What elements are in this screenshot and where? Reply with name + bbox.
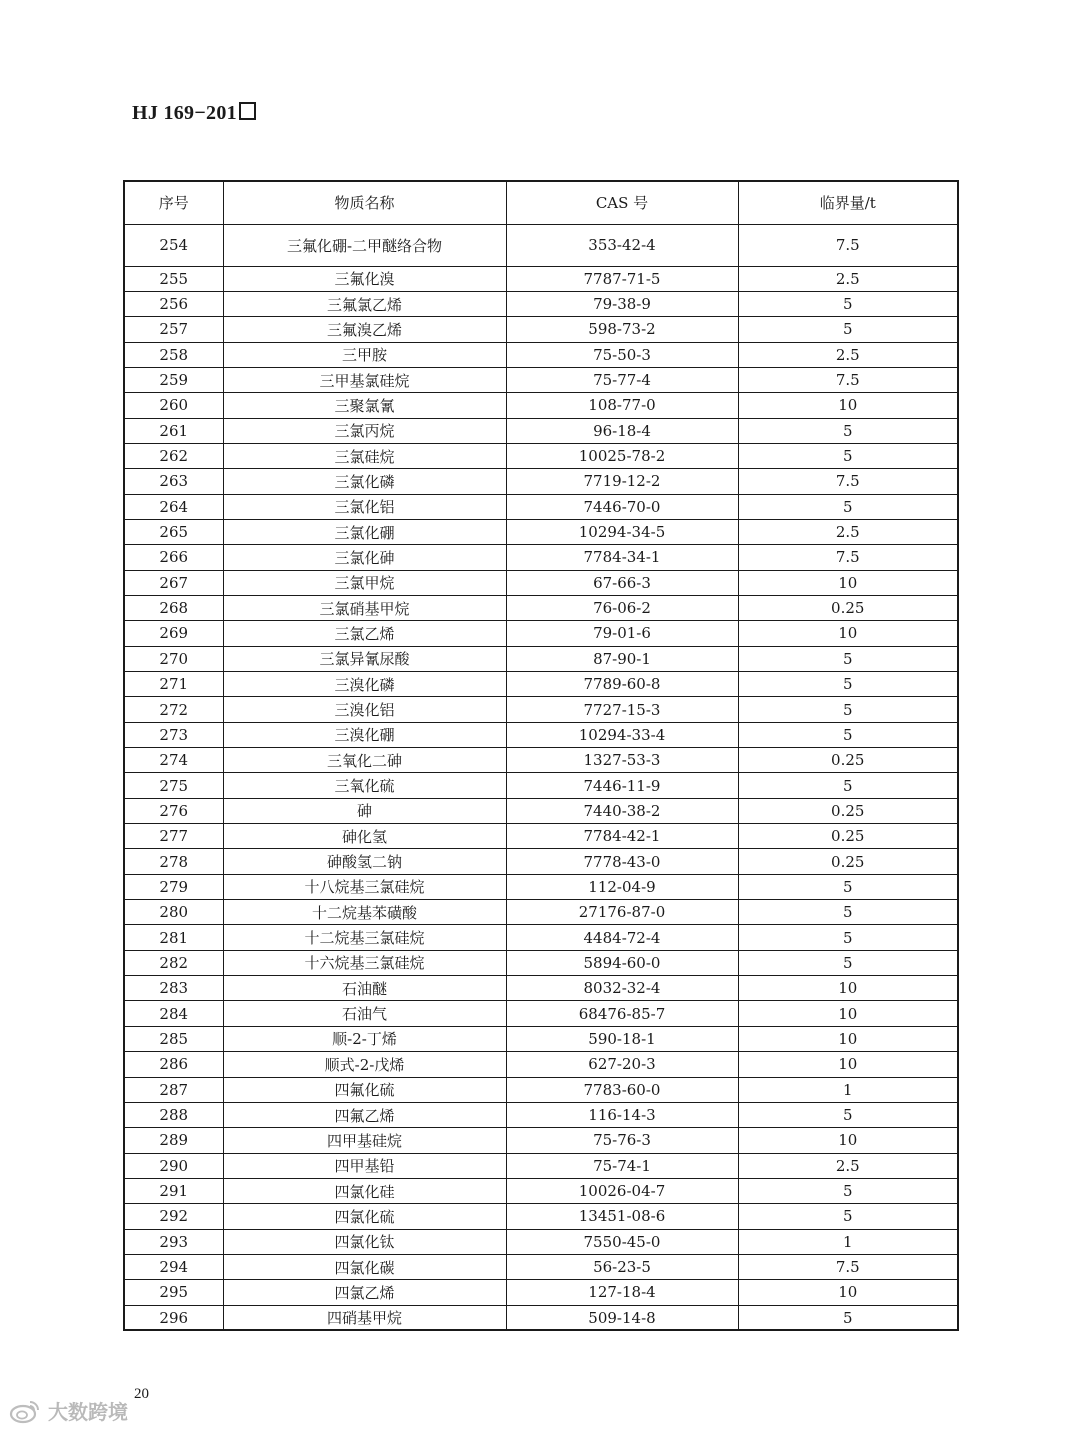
watermark-text: 大数跨境 bbox=[48, 1400, 128, 1424]
cell-substance-name: 三氯化砷 bbox=[223, 545, 506, 570]
cell-substance-name: 四氯化碳 bbox=[223, 1254, 506, 1279]
cell-threshold-quantity: 5 bbox=[738, 950, 958, 975]
cell-number: 280 bbox=[124, 900, 223, 925]
cell-cas-number: 627-20-3 bbox=[506, 1052, 738, 1077]
cell-threshold-quantity: 2.5 bbox=[738, 266, 958, 291]
table-row bbox=[124, 1254, 958, 1279]
cell-number: 290 bbox=[124, 1153, 223, 1178]
cell-number: 293 bbox=[124, 1229, 223, 1254]
cell-number: 278 bbox=[124, 849, 223, 874]
cell-substance-name: 四氟乙烯 bbox=[223, 1102, 506, 1127]
cell-number: 277 bbox=[124, 824, 223, 849]
cell-threshold-quantity: 0.25 bbox=[738, 798, 958, 823]
table-row bbox=[124, 266, 958, 291]
cell-substance-name: 三氯硝基甲烷 bbox=[223, 595, 506, 620]
cell-number: 289 bbox=[124, 1128, 223, 1153]
cell-cas-number: 7446-70-0 bbox=[506, 494, 738, 519]
cell-threshold-quantity: 0.25 bbox=[738, 824, 958, 849]
placeholder-box-icon bbox=[239, 102, 256, 120]
cell-cas-number: 7789-60-8 bbox=[506, 672, 738, 697]
table-row bbox=[124, 748, 958, 773]
cell-cas-number: 56-23-5 bbox=[506, 1254, 738, 1279]
cell-cas-number: 76-06-2 bbox=[506, 595, 738, 620]
cell-substance-name: 砷化氢 bbox=[223, 824, 506, 849]
cell-cas-number: 75-74-1 bbox=[506, 1153, 738, 1178]
cell-cas-number: 353-42-4 bbox=[506, 224, 738, 266]
document-code-text: HJ 169−201 bbox=[132, 102, 237, 124]
cell-number: 272 bbox=[124, 697, 223, 722]
cell-cas-number: 7727-15-3 bbox=[506, 697, 738, 722]
table-row bbox=[124, 1229, 958, 1254]
table-row bbox=[124, 621, 958, 646]
column-header-cas: CAS 号 bbox=[506, 181, 738, 224]
cell-substance-name: 四氯乙烯 bbox=[223, 1280, 506, 1305]
column-header-number: 序号 bbox=[124, 181, 223, 224]
cell-cas-number: 5894-60-0 bbox=[506, 950, 738, 975]
cell-cas-number: 7446-11-9 bbox=[506, 773, 738, 798]
cell-number: 257 bbox=[124, 317, 223, 342]
table-row bbox=[124, 1102, 958, 1127]
table-row bbox=[124, 824, 958, 849]
table-row bbox=[124, 443, 958, 468]
cell-number: 292 bbox=[124, 1204, 223, 1229]
cell-cas-number: 509-14-8 bbox=[506, 1305, 738, 1330]
cell-number: 256 bbox=[124, 291, 223, 316]
cell-cas-number: 10294-34-5 bbox=[506, 519, 738, 544]
cell-number: 286 bbox=[124, 1052, 223, 1077]
cell-substance-name: 三氟化溴 bbox=[223, 266, 506, 291]
cell-substance-name: 四甲基硅烷 bbox=[223, 1128, 506, 1153]
table-row bbox=[124, 317, 958, 342]
cell-substance-name: 四氯化硅 bbox=[223, 1178, 506, 1203]
cell-cas-number: 112-04-9 bbox=[506, 874, 738, 899]
cell-number: 262 bbox=[124, 443, 223, 468]
cell-threshold-quantity: 5 bbox=[738, 494, 958, 519]
cell-substance-name: 四氯化硫 bbox=[223, 1204, 506, 1229]
cell-threshold-quantity: 5 bbox=[738, 1204, 958, 1229]
cell-substance-name: 三氯异氰尿酸 bbox=[223, 646, 506, 671]
cell-cas-number: 8032-32-4 bbox=[506, 976, 738, 1001]
cell-threshold-quantity: 7.5 bbox=[738, 1254, 958, 1279]
table-row bbox=[124, 545, 958, 570]
cell-substance-name: 四氟化硫 bbox=[223, 1077, 506, 1102]
cell-substance-name: 十二烷基三氯硅烷 bbox=[223, 925, 506, 950]
table-row bbox=[124, 697, 958, 722]
cell-threshold-quantity: 0.25 bbox=[738, 849, 958, 874]
table-row bbox=[124, 519, 958, 544]
cell-number: 259 bbox=[124, 367, 223, 392]
cell-number: 268 bbox=[124, 595, 223, 620]
cell-cas-number: 75-76-3 bbox=[506, 1128, 738, 1153]
cell-threshold-quantity: 10 bbox=[738, 621, 958, 646]
table-row bbox=[124, 1305, 958, 1330]
cell-cas-number: 13451-08-6 bbox=[506, 1204, 738, 1229]
table-row bbox=[124, 367, 958, 392]
cell-substance-name: 三氟化硼-二甲醚络合物 bbox=[223, 224, 506, 266]
cell-number: 275 bbox=[124, 773, 223, 798]
cell-substance-name: 四氯化钛 bbox=[223, 1229, 506, 1254]
cell-threshold-quantity: 5 bbox=[738, 722, 958, 747]
cell-number: 271 bbox=[124, 672, 223, 697]
table-row bbox=[124, 1026, 958, 1051]
cell-substance-name: 三氯化铝 bbox=[223, 494, 506, 519]
cell-cas-number: 10294-33-4 bbox=[506, 722, 738, 747]
cell-cas-number: 7783-60-0 bbox=[506, 1077, 738, 1102]
cell-number: 273 bbox=[124, 722, 223, 747]
cell-threshold-quantity: 5 bbox=[738, 925, 958, 950]
column-header-substance-name: 物质名称 bbox=[223, 181, 506, 224]
cell-threshold-quantity: 2.5 bbox=[738, 1153, 958, 1178]
cell-cas-number: 75-50-3 bbox=[506, 342, 738, 367]
cell-substance-name: 三溴化铝 bbox=[223, 697, 506, 722]
table-row bbox=[124, 393, 958, 418]
cell-number: 287 bbox=[124, 1077, 223, 1102]
cell-substance-name: 三氯化磷 bbox=[223, 469, 506, 494]
cell-cas-number: 7778-43-0 bbox=[506, 849, 738, 874]
cell-number: 264 bbox=[124, 494, 223, 519]
cell-number: 284 bbox=[124, 1001, 223, 1026]
cell-threshold-quantity: 10 bbox=[738, 1052, 958, 1077]
cell-number: 276 bbox=[124, 798, 223, 823]
table-row bbox=[124, 798, 958, 823]
cell-number: 266 bbox=[124, 545, 223, 570]
cell-number: 265 bbox=[124, 519, 223, 544]
table-row bbox=[124, 1178, 958, 1203]
table-row bbox=[124, 1128, 958, 1153]
table-row bbox=[124, 900, 958, 925]
cell-threshold-quantity: 10 bbox=[738, 1026, 958, 1051]
watermark bbox=[8, 1396, 128, 1425]
page-number: 20 bbox=[134, 1386, 149, 1402]
cell-cas-number: 7440-38-2 bbox=[506, 798, 738, 823]
weibo-logo-icon bbox=[8, 1398, 42, 1424]
table-row bbox=[124, 570, 958, 595]
cell-cas-number: 79-38-9 bbox=[506, 291, 738, 316]
cell-number: 269 bbox=[124, 621, 223, 646]
table-row bbox=[124, 469, 958, 494]
cell-substance-name: 石油醚 bbox=[223, 976, 506, 1001]
cell-substance-name: 三氯硅烷 bbox=[223, 443, 506, 468]
cell-number: 279 bbox=[124, 874, 223, 899]
cell-number: 295 bbox=[124, 1280, 223, 1305]
cell-cas-number: 87-90-1 bbox=[506, 646, 738, 671]
table-row bbox=[124, 976, 958, 1001]
cell-threshold-quantity: 0.25 bbox=[738, 595, 958, 620]
cell-substance-name: 砷 bbox=[223, 798, 506, 823]
cell-threshold-quantity: 10 bbox=[738, 1001, 958, 1026]
cell-threshold-quantity: 10 bbox=[738, 570, 958, 595]
cell-cas-number: 7787-71-5 bbox=[506, 266, 738, 291]
cell-substance-name: 石油气 bbox=[223, 1001, 506, 1026]
table-row bbox=[124, 849, 958, 874]
cell-threshold-quantity: 7.5 bbox=[738, 545, 958, 570]
cell-substance-name: 三氯乙烯 bbox=[223, 621, 506, 646]
cell-cas-number: 127-18-4 bbox=[506, 1280, 738, 1305]
cell-substance-name: 十八烷基三氯硅烷 bbox=[223, 874, 506, 899]
cell-cas-number: 4484-72-4 bbox=[506, 925, 738, 950]
cell-cas-number: 7784-34-1 bbox=[506, 545, 738, 570]
cell-threshold-quantity: 5 bbox=[738, 1178, 958, 1203]
cell-cas-number: 27176-87-0 bbox=[506, 900, 738, 925]
cell-cas-number: 75-77-4 bbox=[506, 367, 738, 392]
table-row bbox=[124, 672, 958, 697]
table-row bbox=[124, 342, 958, 367]
cell-cas-number: 10026-04-7 bbox=[506, 1178, 738, 1203]
cell-cas-number: 116-14-3 bbox=[506, 1102, 738, 1127]
cell-substance-name: 三氯甲烷 bbox=[223, 570, 506, 595]
cell-cas-number: 590-18-1 bbox=[506, 1026, 738, 1051]
cell-substance-name: 三聚氯氰 bbox=[223, 393, 506, 418]
cell-threshold-quantity: 5 bbox=[738, 773, 958, 798]
cell-substance-name: 三甲胺 bbox=[223, 342, 506, 367]
cell-substance-name: 三氯化硼 bbox=[223, 519, 506, 544]
cell-substance-name: 三氯丙烷 bbox=[223, 418, 506, 443]
cell-threshold-quantity: 1 bbox=[738, 1229, 958, 1254]
cell-cas-number: 1327-53-3 bbox=[506, 748, 738, 773]
table-row bbox=[124, 950, 958, 975]
cell-threshold-quantity: 10 bbox=[738, 393, 958, 418]
cell-number: 258 bbox=[124, 342, 223, 367]
document-code bbox=[132, 102, 256, 125]
cell-substance-name: 十二烷基苯磺酸 bbox=[223, 900, 506, 925]
cell-number: 282 bbox=[124, 950, 223, 975]
cell-number: 294 bbox=[124, 1254, 223, 1279]
cell-number: 288 bbox=[124, 1102, 223, 1127]
cell-number: 260 bbox=[124, 393, 223, 418]
table-row bbox=[124, 1052, 958, 1077]
cell-number: 283 bbox=[124, 976, 223, 1001]
table-row bbox=[124, 224, 958, 266]
cell-cas-number: 7719-12-2 bbox=[506, 469, 738, 494]
cell-substance-name: 四甲基铅 bbox=[223, 1153, 506, 1178]
cell-substance-name: 三溴化硼 bbox=[223, 722, 506, 747]
table-row bbox=[124, 1001, 958, 1026]
substance-table bbox=[123, 180, 959, 1331]
cell-cas-number: 67-66-3 bbox=[506, 570, 738, 595]
cell-threshold-quantity: 1 bbox=[738, 1077, 958, 1102]
table-row bbox=[124, 925, 958, 950]
cell-threshold-quantity: 5 bbox=[738, 291, 958, 316]
cell-threshold-quantity: 10 bbox=[738, 1128, 958, 1153]
table-row bbox=[124, 1280, 958, 1305]
cell-threshold-quantity: 5 bbox=[738, 418, 958, 443]
cell-substance-name: 三氧化二砷 bbox=[223, 748, 506, 773]
cell-threshold-quantity: 10 bbox=[738, 1280, 958, 1305]
table-row bbox=[124, 1204, 958, 1229]
cell-threshold-quantity: 5 bbox=[738, 900, 958, 925]
cell-threshold-quantity: 5 bbox=[738, 1102, 958, 1127]
cell-number: 261 bbox=[124, 418, 223, 443]
table-row bbox=[124, 291, 958, 316]
cell-number: 270 bbox=[124, 646, 223, 671]
cell-substance-name: 三溴化磷 bbox=[223, 672, 506, 697]
cell-number: 281 bbox=[124, 925, 223, 950]
table-row bbox=[124, 494, 958, 519]
cell-substance-name: 顺式-2-戊烯 bbox=[223, 1052, 506, 1077]
cell-number: 285 bbox=[124, 1026, 223, 1051]
cell-threshold-quantity: 7.5 bbox=[738, 367, 958, 392]
cell-substance-name: 十六烷基三氯硅烷 bbox=[223, 950, 506, 975]
cell-cas-number: 96-18-4 bbox=[506, 418, 738, 443]
cell-threshold-quantity: 10 bbox=[738, 976, 958, 1001]
column-header-threshold: 临界量/t bbox=[738, 181, 958, 224]
cell-cas-number: 7784-42-1 bbox=[506, 824, 738, 849]
cell-threshold-quantity: 5 bbox=[738, 672, 958, 697]
table-row bbox=[124, 874, 958, 899]
cell-cas-number: 10025-78-2 bbox=[506, 443, 738, 468]
cell-threshold-quantity: 5 bbox=[738, 443, 958, 468]
cell-cas-number: 79-01-6 bbox=[506, 621, 738, 646]
table-body bbox=[124, 224, 958, 1330]
table-row bbox=[124, 418, 958, 443]
cell-substance-name: 砷酸氢二钠 bbox=[223, 849, 506, 874]
cell-substance-name: 三甲基氯硅烷 bbox=[223, 367, 506, 392]
cell-cas-number: 108-77-0 bbox=[506, 393, 738, 418]
cell-number: 254 bbox=[124, 224, 223, 266]
cell-threshold-quantity: 2.5 bbox=[738, 519, 958, 544]
cell-number: 274 bbox=[124, 748, 223, 773]
table-row bbox=[124, 722, 958, 747]
cell-threshold-quantity: 5 bbox=[738, 874, 958, 899]
table-row bbox=[124, 595, 958, 620]
cell-substance-name: 顺-2-丁烯 bbox=[223, 1026, 506, 1051]
cell-cas-number: 68476-85-7 bbox=[506, 1001, 738, 1026]
cell-substance-name: 三氟氯乙烯 bbox=[223, 291, 506, 316]
table-row bbox=[124, 1153, 958, 1178]
cell-threshold-quantity: 5 bbox=[738, 646, 958, 671]
cell-substance-name: 三氧化硫 bbox=[223, 773, 506, 798]
cell-threshold-quantity: 5 bbox=[738, 1305, 958, 1330]
cell-threshold-quantity: 0.25 bbox=[738, 748, 958, 773]
cell-substance-name: 四硝基甲烷 bbox=[223, 1305, 506, 1330]
cell-substance-name: 三氟溴乙烯 bbox=[223, 317, 506, 342]
cell-number: 255 bbox=[124, 266, 223, 291]
cell-number: 291 bbox=[124, 1178, 223, 1203]
cell-threshold-quantity: 7.5 bbox=[738, 469, 958, 494]
table-header-row bbox=[124, 181, 958, 224]
table-row bbox=[124, 1077, 958, 1102]
cell-threshold-quantity: 7.5 bbox=[738, 224, 958, 266]
cell-threshold-quantity: 5 bbox=[738, 317, 958, 342]
table-row bbox=[124, 773, 958, 798]
cell-number: 263 bbox=[124, 469, 223, 494]
cell-threshold-quantity: 2.5 bbox=[738, 342, 958, 367]
cell-cas-number: 598-73-2 bbox=[506, 317, 738, 342]
cell-number: 296 bbox=[124, 1305, 223, 1330]
cell-threshold-quantity: 5 bbox=[738, 697, 958, 722]
cell-cas-number: 7550-45-0 bbox=[506, 1229, 738, 1254]
table-row bbox=[124, 646, 958, 671]
cell-number: 267 bbox=[124, 570, 223, 595]
